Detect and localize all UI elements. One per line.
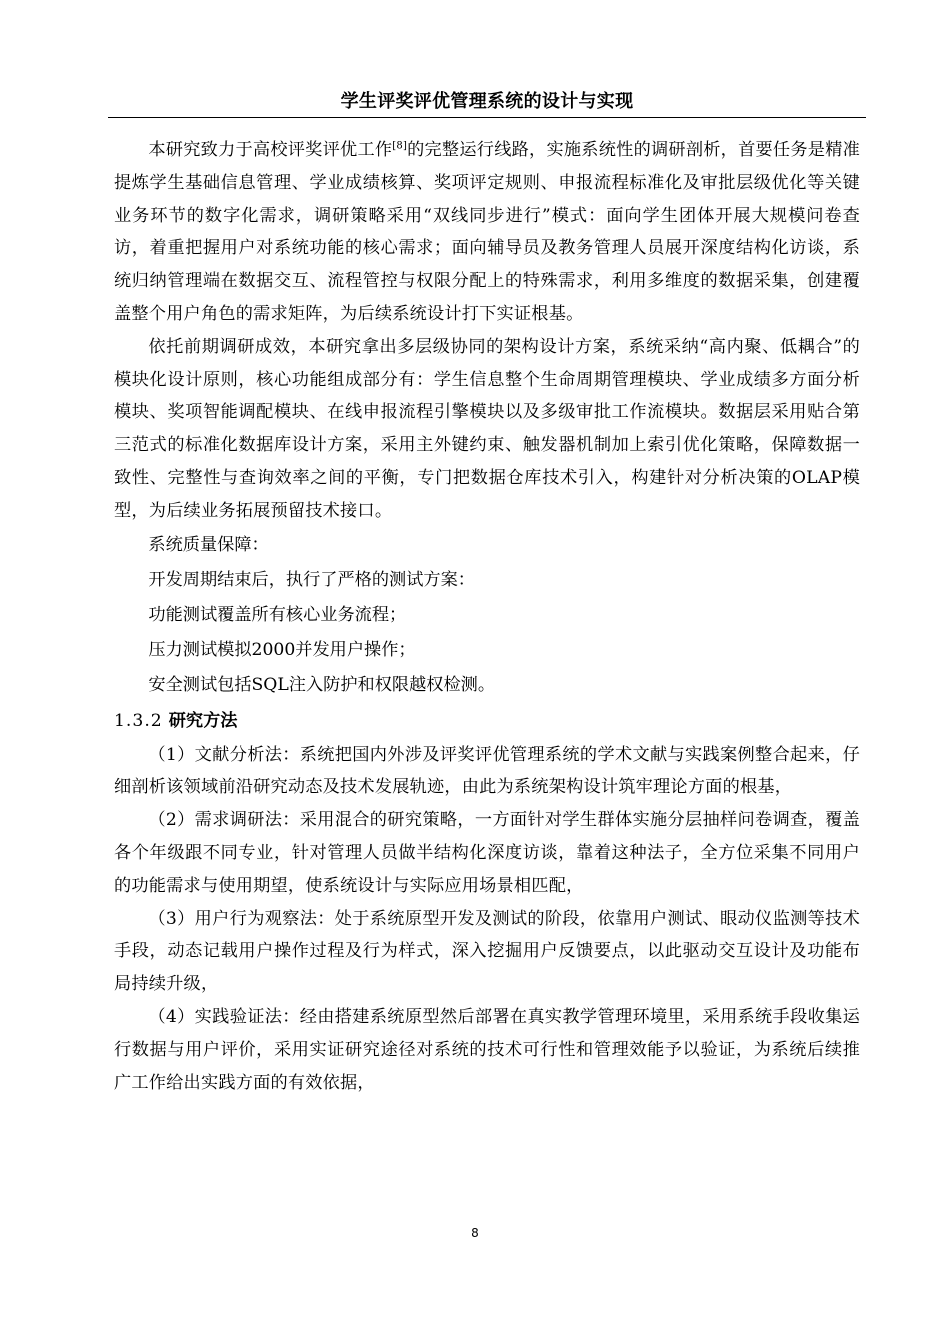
- section-number: 1.3.2: [114, 710, 163, 731]
- paragraph-text: 本研究致力于高校评奖评优工作: [148, 140, 393, 160]
- quality-line: 功能测试覆盖所有核心业务流程；: [148, 604, 407, 625]
- page-body: [114, 134, 860, 1099]
- page-number: 8: [471, 1226, 479, 1240]
- method-item: （3）用户行为观察法：处于系统原型开发及测试的阶段，依靠用户测试、眼动仪监测等技术手段，动态记载用户操作过程及行为样式，深入挖掘用户反馈要点，以此驱动交互设计及功能布局持续升级，: [114, 908, 860, 995]
- paragraph-architecture-design: 依托前期调研成效，本研究拿出多层级协同的架构设计方案，系统采纳“高内聚、低耦合”的模块化设计原则，核心功能组成部分有：学生信息整个生命周期管理模块、学业成绩多方面分析模块、奖项智能调配模块、在线申报流程引擎模块以及多级审批工作流模块。数据层采用贴合第三范式的标准化数据库设计方案，采用主外键约束、触发器机制加上索引优化策略，保障数据一致性、完整性与查询效率之间的平衡，专门把数据仓库技术引入，构建针对分析决策的OLAP模型，为后续业务拓展预留技术接口。: [114, 336, 860, 521]
- section-title: 研究方法: [168, 710, 238, 731]
- running-header: [108, 89, 866, 118]
- quality-line: 系统质量保障：: [148, 534, 269, 555]
- quality-line: 压力测试模拟2000并发用户操作；: [148, 639, 416, 660]
- quality-line: 开发周期结束后，执行了严格的测试方案：: [148, 569, 475, 590]
- method-item: （2）需求调研法：采用混合的研究策略，一方面针对学生群体实施分层抽样问卷调查，覆盖各个年级跟不同专业，针对管理人员做半结构化深度访谈，靠着这种法子，全方位采集不同用户的功能需求与使用期望，使系统设计与实际应用场景相匹配，: [114, 810, 860, 896]
- method-item: （4）实践验证法：经由搭建系统原型然后部署在真实教学管理环境里，采用系统手段收集运行数据与用户评价，采用实证研究途径对系统的技术可行性和管理效能予以验证，为系统后续推广工作给出实践方面的有效依据，: [114, 1006, 860, 1093]
- paragraph-research-survey: [114, 134, 860, 331]
- citation-marker: [8]: [392, 140, 408, 152]
- method-item: （1）文献分析法：系统把国内外涉及评奖评优管理系统的学术文献与实践案例整合起来，仔细剖析该领域前沿研究动态及技术发展轨迹，由此为系统架构设计筑牢理论方面的根基，: [114, 744, 860, 798]
- quality-line: 安全测试包括SQL注入防护和权限越权检测。: [148, 674, 496, 695]
- section-heading: [114, 703, 860, 739]
- paragraph-text: 的完整运行线路，实施系统性的调研剖析，首要任务是精准提炼学生基础信息管理、学业成绩核算、奖项评定规则、申报流程标准化及审批层级优化等关键业务环节的数字化需求，调研策略采用“双线同步进行”模式：面向学生团体开展大规模问卷查访，着重把握用户对系统功能的核心需求；面向辅导员及教务管理人员展开深度结构化访谈，系统归纳管理端在数据交互、流程管控与权限分配上的特殊需求，利用多维度的数据采集，创建覆盖整个用户角色的需求矩阵，为后续系统设计打下实证根基。: [114, 140, 861, 324]
- running-header-title: 学生评奖评优管理系统的设计与实现: [340, 91, 634, 112]
